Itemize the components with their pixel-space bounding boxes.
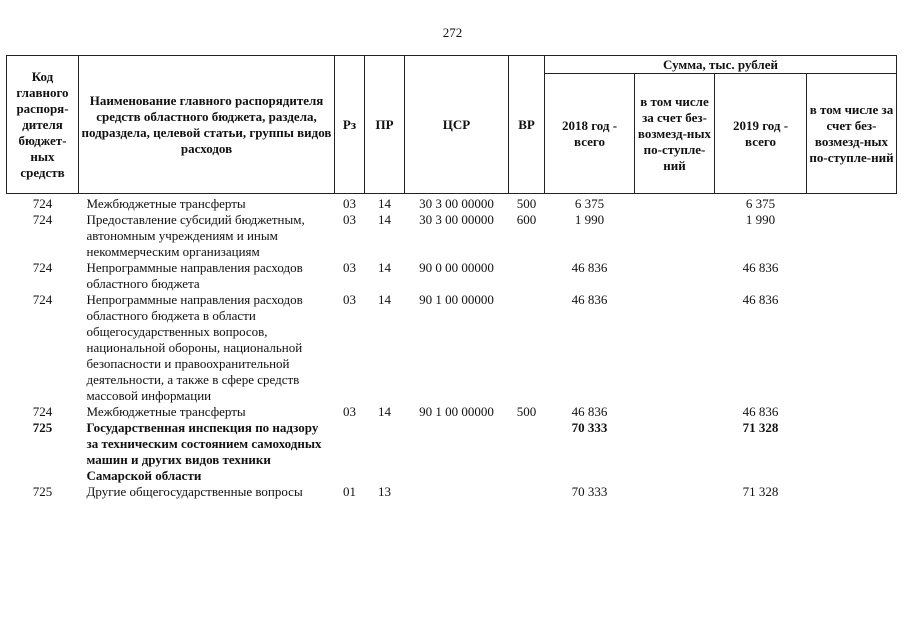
cell-rz: 03 — [343, 212, 356, 227]
cell-2018-total: 46 836 — [571, 260, 608, 275]
cell-rz: 03 — [343, 404, 356, 419]
header-2018-free: в том числе за счет без-возмезд-ных по-ступле-ний — [635, 74, 715, 194]
cell-csr: 90 0 00 00000 — [419, 260, 494, 275]
table-header — [7, 56, 897, 194]
cell-code: 724 — [32, 212, 53, 227]
header-vr: ВР — [509, 56, 545, 194]
header-2019-free: в том числе за счет без-возмезд-ных по-ступле-ний — [807, 74, 897, 194]
cell-csr: 30 3 00 00000 — [419, 212, 494, 227]
header-2019-total: 2019 год - всего — [715, 74, 807, 194]
table-body — [7, 194, 897, 501]
header-pr: ПР — [365, 56, 405, 194]
table-row — [7, 292, 897, 404]
cell-pr: 14 — [378, 292, 391, 307]
cell-2019-free — [807, 292, 897, 404]
cell-rz — [335, 420, 365, 484]
cell-name: Государственная инспекция по надзору за техническим состоянием самоходных машин и других видов техники Самарской области — [86, 420, 322, 483]
cell-csr: 30 3 00 00000 — [419, 196, 494, 211]
cell-2018-total: 46 836 — [571, 404, 608, 419]
cell-vr — [509, 260, 545, 292]
cell-code: 724 — [32, 260, 53, 275]
cell-2019-free — [807, 194, 897, 213]
cell-name: Межбюджетные трансферты — [86, 196, 246, 211]
cell-name: Предоставление субсидий бюджетным, автономным учреждениям и иным некоммерческим организациям — [86, 212, 305, 259]
cell-code: 724 — [32, 404, 53, 419]
header-csr: ЦСР — [405, 56, 509, 194]
cell-csr: 90 1 00 00000 — [419, 292, 494, 307]
cell-2018-free — [635, 484, 715, 500]
table-row — [7, 484, 897, 500]
cell-code: 724 — [32, 196, 53, 211]
cell-2019-total: 71 328 — [742, 484, 779, 499]
cell-2019-free — [807, 484, 897, 500]
cell-2018-total: 70 333 — [571, 420, 608, 435]
cell-code: 725 — [32, 484, 53, 499]
cell-2019-total: 1 990 — [745, 212, 776, 227]
cell-rz: 01 — [343, 484, 356, 499]
cell-2018-total: 70 333 — [571, 484, 608, 499]
table-row — [7, 260, 897, 292]
cell-pr — [365, 420, 405, 484]
cell-vr: 500 — [516, 196, 537, 211]
cell-pr: 14 — [378, 260, 391, 275]
table-row — [7, 420, 897, 484]
cell-2018-free — [635, 292, 715, 404]
cell-2019-total: 46 836 — [742, 292, 779, 307]
header-name: Наименование главного распорядителя средств областного бюджета, раздела, подраздела, целевой статьи, группы видов расходов — [79, 56, 335, 194]
cell-vr: 600 — [516, 212, 537, 227]
cell-2019-total: 6 375 — [745, 196, 776, 211]
cell-2018-free — [635, 420, 715, 484]
cell-pr: 14 — [378, 404, 391, 419]
cell-name: Другие общегосударственные вопросы — [86, 484, 303, 499]
cell-vr — [509, 292, 545, 404]
cell-name: Непрограммные направления расходов областного бюджета — [86, 260, 303, 291]
cell-name: Непрограммные направления расходов областного бюджета в области общегосударственных вопросов, национальной обороны, национальной безопасности и правоохранительной деятельности, а также в сфере средств массовой информации — [86, 292, 303, 403]
cell-2019-total: 71 328 — [742, 420, 779, 435]
cell-rz: 03 — [343, 292, 356, 307]
table-row — [7, 212, 897, 260]
cell-2018-free — [635, 194, 715, 213]
cell-vr: 500 — [516, 404, 537, 419]
cell-2019-total: 46 836 — [742, 260, 779, 275]
cell-name: Межбюджетные трансферты — [86, 404, 246, 419]
cell-2018-total: 46 836 — [571, 292, 608, 307]
cell-code: 724 — [32, 292, 53, 307]
cell-csr — [405, 484, 509, 500]
table-row — [7, 194, 897, 213]
cell-2019-free — [807, 404, 897, 420]
cell-vr — [509, 484, 545, 500]
cell-2019-free — [807, 420, 897, 484]
cell-pr: 14 — [378, 212, 391, 227]
cell-csr — [405, 420, 509, 484]
cell-2019-total: 46 836 — [742, 404, 779, 419]
cell-2019-free — [807, 260, 897, 292]
cell-2018-free — [635, 260, 715, 292]
header-rz: Рз — [335, 56, 365, 194]
cell-2018-total: 1 990 — [574, 212, 605, 227]
header-code: Код главного распоря-дителя бюджет-ных средств — [7, 56, 79, 194]
cell-pr: 14 — [378, 196, 391, 211]
cell-2019-free — [807, 212, 897, 260]
budget-table — [6, 55, 897, 500]
header-2018-total: 2018 год - всего — [545, 74, 635, 194]
cell-2018-free — [635, 212, 715, 260]
cell-rz: 03 — [343, 196, 356, 211]
header-sum-group: Сумма, тыс. рублей — [545, 56, 897, 74]
page-number: 272 — [442, 25, 463, 40]
cell-2018-free — [635, 404, 715, 420]
cell-pr: 13 — [378, 484, 391, 499]
cell-rz: 03 — [343, 260, 356, 275]
cell-code: 725 — [32, 420, 53, 435]
table-row — [7, 404, 897, 420]
cell-vr — [509, 420, 545, 484]
cell-csr: 90 1 00 00000 — [419, 404, 494, 419]
cell-2018-total: 6 375 — [574, 196, 605, 211]
